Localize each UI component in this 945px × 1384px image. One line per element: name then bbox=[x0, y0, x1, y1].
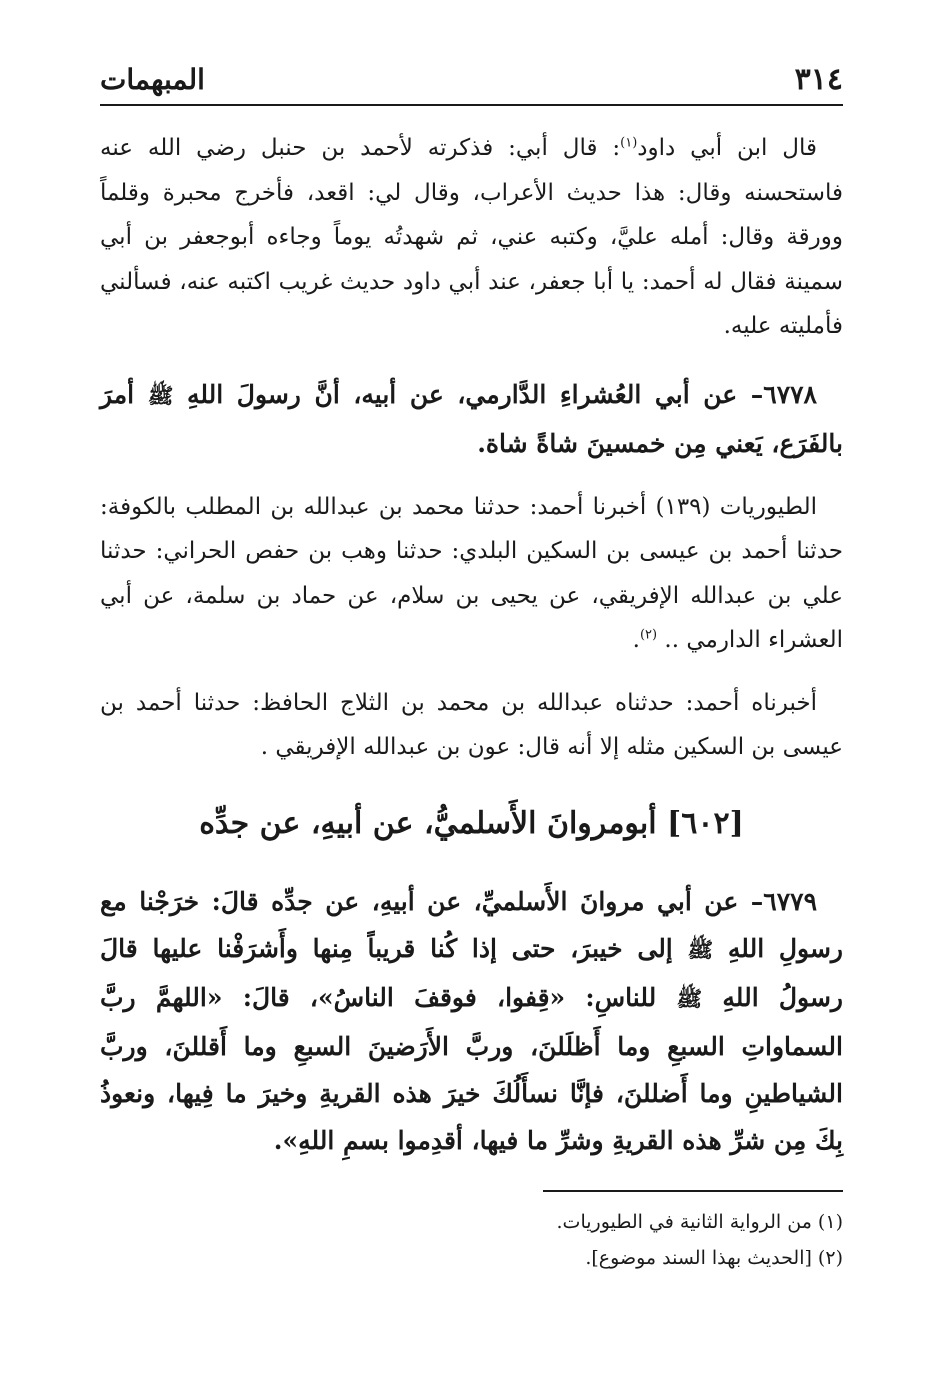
paragraph-ibn-abi-dawud bbox=[100, 126, 843, 349]
paragraph-text: قال ابن أبي داود bbox=[637, 135, 817, 161]
hadith-text: ٦٧٧٨– عن أبي العُشراءِ الدَّارمي، عن أبيه، أنَّ رسولَ اللهِ bbox=[186, 379, 817, 409]
hadith-6779 bbox=[100, 878, 843, 1164]
spacer bbox=[100, 663, 843, 681]
paragraph-text: الطيوريات (١٣٩) أخبرنا أحمد: حدثنا محمد بن عبدالله بن المطلب بالكوفة: حدثنا أحمد بن عيسى بن السكين البلدي: حدثنا وهب بن حفص الحراني: حدثنا علي بن عبدالله الإفريقي، عن يحيى بن سلام، عن حماد بن سلمة، عن أبي العشراء الدارمي .. bbox=[100, 493, 843, 653]
footnote-2: (٢) [الحديث بهذا السند موضوع]. bbox=[585, 1246, 843, 1269]
footnote-ref-2[interactable]: (٢) bbox=[639, 627, 658, 643]
footnote-divider bbox=[543, 1190, 843, 1192]
hadith-text: أمرَ بالفَرَع، يَعني مِن خمسينَ شاةً شاة. bbox=[100, 379, 843, 458]
paragraph-tuyuriyyat-isnad bbox=[100, 485, 843, 663]
salawat-glyph: ﷺ bbox=[676, 986, 703, 1012]
page-header bbox=[100, 62, 843, 106]
paragraph-akhbaranahu: أخبرناه أحمد: حدثناه عبدالله بن محمد بن الثلاج الحافظ: حدثنا أحمد بن عيسى بن السكين مثله إلا أنه قال: عون بن عبدالله الإفريقي . bbox=[100, 689, 843, 760]
footnote-ref-1[interactable]: (١) bbox=[620, 135, 638, 151]
paragraph-text: : قال أبي: فذكرته لأحمد بن حنبل رضي الله عنه فاستحسنه وقال: هذا حديث الأعراب، وقال لي: اقعد، فأخرج محبرة وقلماً وورقة وقال: أمله عليَّ، وكتبه عني، ثم شهدتُه يوماً وجاءه أبوجعفر بن أبي سمينة فقال له أحمد: يا أبا جعفر، عند أبي داود حديث غريب اكتبه عنه، فسألني فأمليته عليه. bbox=[100, 135, 843, 339]
hadith-6778 bbox=[100, 371, 843, 467]
section-title: [٦٠٢] أبومروانَ الأَسلميُّ، عن أبيهِ، عن جدِّه bbox=[199, 805, 744, 841]
hadith-text: للناسِ: «قِفوا، فوقفَ الناسُ»، قالَ: «اللهمَّ ربَّ السماواتِ السبعِ وما أَظلَلنَ، وربَّ الأَرَضينَ السبعِ وما أَقللنَ، وربَّ الشياطينِ وما أَضللنَ، فإنَّا نسأَلُكَ خيرَ هذه القريةِ وخيرَ ما فِيها، ونعوذُ بِكَ مِن شرِّ هذه القريةِ وشرِّ ما فيها، أقدِموا بسمِ اللهِ». bbox=[100, 982, 843, 1155]
salawat-glyph: ﷺ bbox=[687, 937, 714, 963]
hadith-text: ٦٧٧٩– عن أبي مروانَ الأَسلميِّ، عن أبيهِ، عن جدِّه قالَ: خرَجْنا مع رسولِ اللهِ bbox=[100, 886, 843, 963]
footnote-1: (١) من الرواية الثانية في الطيوريات. bbox=[556, 1210, 843, 1233]
hadith-text: إلى خيبرَ، حتى إذا كُنا قريباً مِنها وأَشرَفْنا عليها قالَ رسولُ اللهِ bbox=[100, 933, 843, 1012]
page-number: ٣١٤ bbox=[794, 62, 843, 97]
running-title: المبهمات bbox=[100, 63, 205, 96]
salawat-glyph: ﷺ bbox=[147, 383, 174, 409]
paragraph-text: . bbox=[632, 627, 640, 653]
